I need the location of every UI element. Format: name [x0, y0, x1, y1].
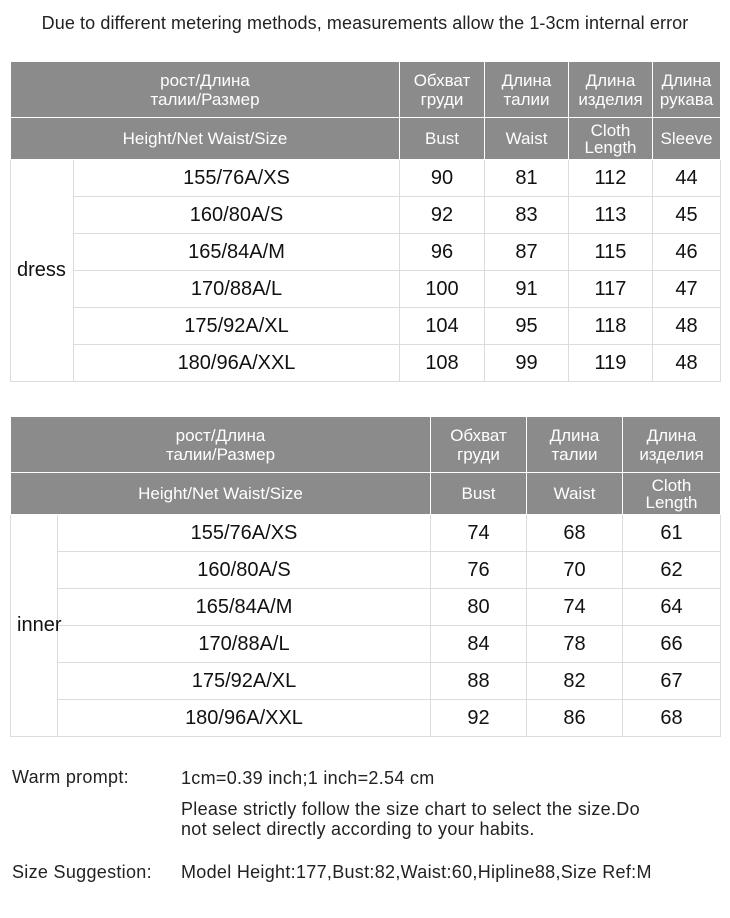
cell-size: 160/80A/S	[58, 552, 431, 589]
header-row-en	[11, 118, 721, 160]
size-advice-line-2: not select directly according to your habits.	[181, 819, 535, 839]
cell-sleeve: 48	[653, 345, 721, 382]
cell-waist: 68	[527, 515, 623, 552]
table-row	[11, 626, 721, 663]
cell-bust: 108	[400, 345, 485, 382]
cell-bust: 88	[431, 663, 527, 700]
cell-size: 155/76A/XS	[74, 160, 400, 197]
cell-sleeve: 47	[653, 271, 721, 308]
group-label: dress	[11, 160, 74, 382]
header-sleeve-en: Sleeve	[653, 118, 721, 160]
cell-length: 61	[623, 515, 721, 552]
cell-bust: 104	[400, 308, 485, 345]
header-size-ru: рост/Длина талии/Размер	[11, 417, 431, 473]
cell-sleeve: 46	[653, 234, 721, 271]
cell-size: 180/96A/XXL	[58, 700, 431, 737]
cell-bust: 92	[400, 197, 485, 234]
header-waist-ru: Длина талии	[485, 62, 569, 118]
cell-length: 115	[569, 234, 653, 271]
header-waist-en: Waist	[527, 473, 623, 515]
cell-size: 165/84A/M	[58, 589, 431, 626]
cell-size: 165/84A/M	[74, 234, 400, 271]
cell-bust: 92	[431, 700, 527, 737]
header-bust-ru: Обхват груди	[400, 62, 485, 118]
header-length-ru: Длина изделия	[623, 417, 721, 473]
cell-size: 155/76A/XS	[58, 515, 431, 552]
header-row-ru	[11, 417, 721, 473]
header-bust-en: Bust	[400, 118, 485, 160]
header-waist-en: Waist	[485, 118, 569, 160]
cell-length: 113	[569, 197, 653, 234]
cell-length: 66	[623, 626, 721, 663]
cell-waist: 70	[527, 552, 623, 589]
cell-sleeve: 48	[653, 308, 721, 345]
table-row	[11, 663, 721, 700]
cell-bust: 100	[400, 271, 485, 308]
header-waist-ru: Длина талии	[527, 417, 623, 473]
dress-size-table	[10, 61, 721, 382]
measurement-error-note: Due to different metering methods, measurements allow the 1-3cm internal error	[41, 13, 689, 33]
header-row-ru	[11, 62, 721, 118]
header-size-ru: рост/Длина талии/Размер	[11, 62, 400, 118]
table-row	[11, 160, 721, 197]
header-sleeve-ru: Длина рукава	[653, 62, 721, 118]
cell-bust: 96	[400, 234, 485, 271]
cell-waist: 95	[485, 308, 569, 345]
header-length-en: Cloth Length	[623, 473, 721, 515]
cell-waist: 83	[485, 197, 569, 234]
cell-size: 160/80A/S	[74, 197, 400, 234]
header-length-ru: Длина изделия	[569, 62, 653, 118]
inner-size-table	[10, 416, 721, 737]
header-bust-ru: Обхват груди	[431, 417, 527, 473]
cell-length: 62	[623, 552, 721, 589]
cell-waist: 81	[485, 160, 569, 197]
cell-size: 170/88A/L	[74, 271, 400, 308]
cell-length: 67	[623, 663, 721, 700]
cell-size: 170/88A/L	[58, 626, 431, 663]
cell-length: 68	[623, 700, 721, 737]
cell-size: 175/92A/XL	[74, 308, 400, 345]
cell-length: 112	[569, 160, 653, 197]
model-size-reference: Model Height:177,Bust:82,Waist:60,Hipline88,Size Ref:M	[181, 862, 652, 882]
table-row	[11, 552, 721, 589]
cell-bust: 74	[431, 515, 527, 552]
cell-waist: 78	[527, 626, 623, 663]
warm-prompt-label: Warm prompt:	[12, 767, 129, 787]
cell-length: 119	[569, 345, 653, 382]
cell-waist: 99	[485, 345, 569, 382]
cell-size: 180/96A/XXL	[74, 345, 400, 382]
cell-bust: 80	[431, 589, 527, 626]
unit-conversion-note: 1cm=0.39 inch;1 inch=2.54 cm	[181, 768, 435, 788]
header-bust-en: Bust	[431, 473, 527, 515]
table-row	[11, 700, 721, 737]
table-row	[11, 515, 721, 552]
cell-size: 175/92A/XL	[58, 663, 431, 700]
cell-bust: 84	[431, 626, 527, 663]
table-row	[11, 345, 721, 382]
cell-length: 117	[569, 271, 653, 308]
cell-bust: 90	[400, 160, 485, 197]
table-row	[11, 589, 721, 626]
table-row	[11, 234, 721, 271]
cell-length: 118	[569, 308, 653, 345]
cell-sleeve: 44	[653, 160, 721, 197]
cell-waist: 86	[527, 700, 623, 737]
table-row	[11, 271, 721, 308]
cell-length: 64	[623, 589, 721, 626]
header-size-en: Height/Net Waist/Size	[11, 473, 431, 515]
size-suggestion-label: Size Suggestion:	[12, 862, 152, 882]
header-length-en: Cloth Length	[569, 118, 653, 160]
cell-waist: 74	[527, 589, 623, 626]
cell-waist: 82	[527, 663, 623, 700]
header-size-en: Height/Net Waist/Size	[11, 118, 400, 160]
table-row	[11, 308, 721, 345]
header-row-en	[11, 473, 721, 515]
size-advice-line-1: Please strictly follow the size chart to select the size.Do	[181, 799, 640, 819]
cell-sleeve: 45	[653, 197, 721, 234]
cell-waist: 87	[485, 234, 569, 271]
group-label: inner	[11, 515, 58, 737]
cell-bust: 76	[431, 552, 527, 589]
cell-waist: 91	[485, 271, 569, 308]
table-row	[11, 197, 721, 234]
